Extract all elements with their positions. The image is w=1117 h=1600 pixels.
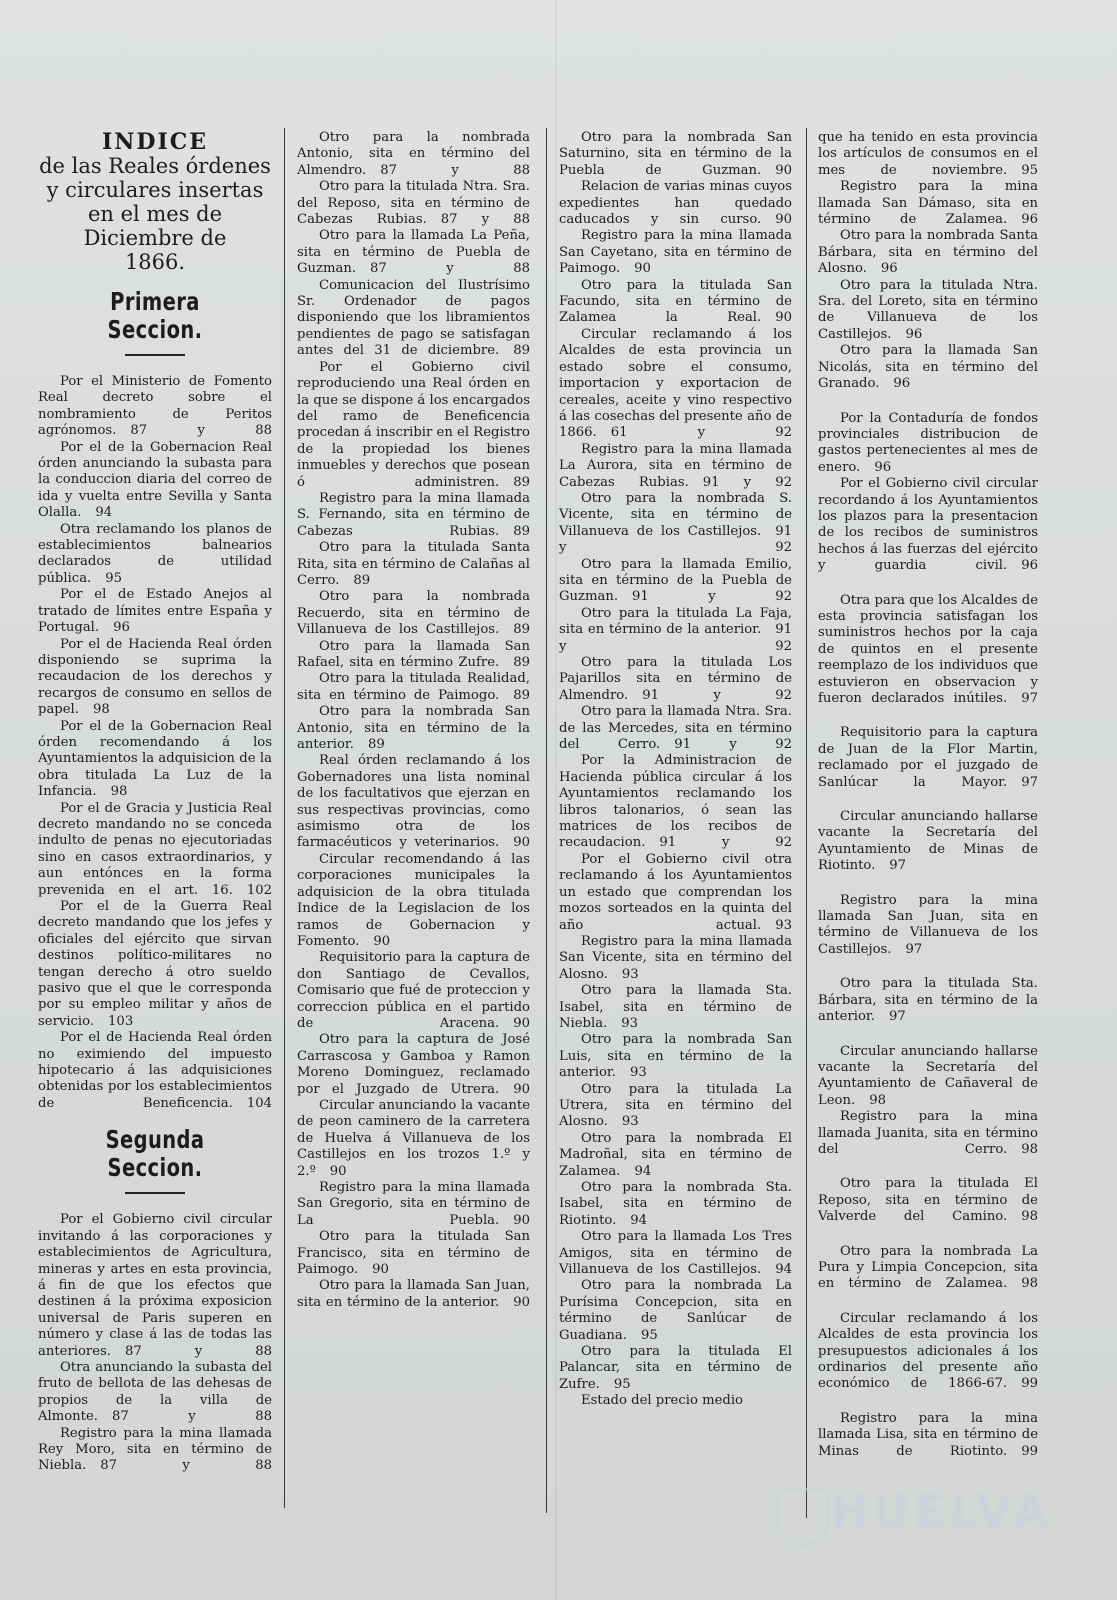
index-entry [297,130,530,179]
index-entry [297,1098,530,1180]
entry-page-number: 90 [513,1294,530,1310]
index-entry [559,1278,792,1344]
index-entry [38,440,272,522]
index-entry [559,934,792,983]
entry-page-number: 96 [880,261,898,277]
index-entry [559,1393,792,1409]
entry-text: Por el Gobierno civil circular invitando á las corporaciones y establecimientos de Agricultura, mineras y artes en esta provincia, á fin de que los efectos que destinen á la próxima exposicion universal de Paris superen en número y clase á las de todas las anteriores. [38,1212,272,1359]
entry-page-number: 102 [246,882,272,898]
entry-text: Registro para la mina llamada San Dámaso, sita en término de Zalamea. [818,179,1038,228]
entry-text: Otro para la titulada El Palancar, sita en término de Zufre. [559,1344,792,1392]
index-entry [297,589,530,638]
index-entry [297,278,530,360]
index-entry [818,278,1038,344]
index-entry [818,1411,1038,1460]
entry-page-number: 61 y 92 [610,425,792,441]
entry-page-number: 104 [246,1095,272,1111]
entry-page-number: 97 [889,858,907,874]
entry-text: Otro para la titulada La Faja, sita en término de la anterior. [559,605,792,638]
index-entry [38,522,272,588]
entry-page-number: 89 [353,572,371,588]
index-entry [559,606,792,655]
index-entry [559,704,792,753]
column-rule [806,128,807,1518]
entry-text: Relacion de varias minas cuyos expedientes han quedado caducados y sin curso. [559,179,792,228]
archive-watermark: HUELVA [830,1485,1053,1539]
index-entry [38,801,272,899]
column-2 [297,130,530,1311]
entry-page-number: 87 y 88 [380,162,530,178]
entry-page-number: 95 [613,1376,631,1392]
entry-page-number: 97 [905,941,923,957]
entry-text: Otro para la llamada Los Tres Amigos, sita en término de Villanueva de los Castillejos. [559,1229,792,1278]
entry-page-number: 87 y 88 [130,423,272,439]
entry-page-number: 89 [513,655,530,670]
entries-list-first [38,374,272,1112]
column-rule [284,128,285,1508]
entry-text: Otro para la llamada San Rafael, sita en término Zufre. [297,638,530,670]
entry-text: Otra para que los Alcaldes de esta provincia satisfagan los suministros hechos por la caja de quintos en el presente reemplazo de los individuos que estuvieron en observacion y fueron declarados inútiles. [818,592,1038,706]
entry-text: Otro para la nombrada Recuerdo, sita en término de Villanueva de los Castillejos. [297,589,530,638]
entry-page-number: 91 y 92 [632,589,792,605]
entry-text: Otro para la llamada San Juan, sita en término de la anterior. [297,1278,530,1310]
index-entry [818,130,1038,179]
index-title: INDICE [101,129,209,155]
entry-text: Circular recomendando á las corporaciones municipales la adquisicion de la obra titulada Indice de la Legislacion de los ramos de Gobernacion y Fomento. [297,851,530,949]
entry-page-number: 91 y 92 [559,622,792,654]
entry-text: Otro para la nombrada Santa Bárbara, sita en término del Alosno. [818,228,1038,277]
section-heading-first: Primera Seccion. [107,287,203,344]
entry-text: Otro para la titulada Sta. Bárbara, sita en término de la anterior. [818,976,1038,1025]
index-entry [559,1344,792,1393]
entry-page-number: 91 y 92 [702,474,792,490]
entry-text: Otro para la titulada San Facundo, sita en término de Zalamea la Real. [559,277,792,326]
index-entry [818,725,1038,791]
entry-page-number: 93 [629,1065,647,1081]
entry-page-number: 97 [1021,691,1038,706]
column-rule [546,128,547,1513]
index-year: 1866. [124,250,186,274]
entry-text: Estado del precio medio [581,1393,743,1409]
entry-page-number: 87 y 88 [111,1409,272,1425]
entry-text: Por la Contaduría de fondos provinciales distribucion de gastos pertenecientes al mes de enero. [818,410,1038,475]
entry-page-number: 89 [513,622,530,638]
index-entry [297,1229,530,1278]
entry-text: Por el Gobierno civil otra reclamando á los Ayuntamientos un estado que comprendan los mozos sorteados en la quinta del año actual. [559,851,792,933]
entry-page-number: 90 [329,1163,347,1179]
entries-list-second-c [559,130,792,1410]
entries-list-second-d [818,130,1038,1460]
index-entry [297,753,530,851]
entry-text: Otro para la titulada Los Pajarillos sita en término de Almendro. [559,655,792,703]
entry-page-number: 98 [1021,1276,1038,1292]
entry-page-number: 90 [634,261,651,277]
entry-page-number: 96 [905,326,923,342]
entry-page-number: 99 [1021,1443,1038,1459]
index-entry [818,1044,1038,1110]
index-entry [818,809,1038,875]
index-entry [818,893,1038,959]
index-entry [559,655,792,704]
index-entry [297,360,530,491]
entry-text: Real órden reclamando á los Gobernadores una lista nominal de los facultativos que ejerzan en sus respectivas provincias, como asimismo otra de los farmacéuticos y veterinarios. [297,753,530,851]
entry-page-number: 91 y 92 [659,835,792,851]
entry-page-number: 91 y 92 [559,523,792,556]
entry-text: que ha tenido en esta provincia los artículos de consumos en el mes de noviembre. [818,130,1038,178]
entry-text: Otro para la llamada Ntra. Sra. de las Mercedes, sita en término del Cerro. [559,704,792,753]
index-entry [559,327,792,442]
entry-text: Otro para la titulada El Reposo, sita en término de Valverde del Camino. [818,1176,1038,1225]
entry-page-number: 87 y 88 [100,1458,272,1474]
entry-text: Registro para la mina llamada San Juan, sita en término de Villanueva de los Castillejos. [818,892,1038,957]
entry-page-number: 98 [869,1092,886,1108]
entry-page-number: 87 y 88 [370,261,530,277]
entry-text: Por el de Gracia y Justicia Real decreto mandando no se conceda indulto de penas no ejecutoriadas sino en casos extraordinarios, y aun entónces en la forma prevenida en el art. 16. [38,800,272,898]
entry-text: Otro para la llamada San Nicolás, sita en término del Granado. [818,343,1038,392]
entry-page-number: 93 [775,917,792,933]
entry-text: Registro para la mina llamada San Vicente, sita en término del Alosno. [559,933,792,982]
index-entry [38,1212,272,1360]
entry-text: Circular reclamando á los Alcaldes de esta provincia los presupuestos adicionales á los ordinarios del presente año económico de 1866-67. [818,1310,1038,1392]
entry-text: Otro para la titulada Santa Rita, sita en término de Calañas al Cerro. [297,540,530,588]
entry-page-number: 95 [640,1327,658,1343]
entry-text: Comunicacion del Ilustrísimo Sr. Ordenador de pagos disponiendo que los libramientos pendientes de pago se satisfagan antes del 31 de diciembre. [297,277,530,359]
index-entry [559,557,792,606]
entry-text: Otro para la llamada La Peña, sita en término de Puebla de Guzman. [297,228,530,277]
page-fold [555,0,557,1600]
entry-page-number: 90 [775,310,792,326]
entry-page-number: 97 [1021,774,1038,790]
entry-page-number: 87 y 88 [440,212,530,228]
index-entry [559,278,792,327]
entry-text: Otro para la titulada La Utrera, sita en término del Alosno. [559,1081,792,1130]
entry-page-number: 96 [1021,558,1038,574]
index-entry [559,130,792,179]
entry-page-number: 90 [513,1081,530,1097]
entry-page-number: 89 [367,737,385,753]
index-entry [38,899,272,1030]
section-heading-second: Segunda Seccion. [105,1125,205,1183]
entry-text: Registro para la mina llamada San Gregorio, sita en término de La Puebla. [297,1180,530,1228]
index-entry [818,179,1038,228]
index-entry [818,1244,1038,1293]
archive-seal-icon [775,1488,829,1546]
entry-text: Registro para la mina llamada Juanita, sita en término del Cerro. [818,1109,1038,1157]
index-entry [818,228,1038,277]
index-entry [818,1176,1038,1225]
entry-text: Circular anunciando la vacante de peon caminero de la carretera de Huelva á Villanueva de los Castillejos en los trozos 1.º y 2.º [297,1097,530,1179]
index-entry [559,1032,792,1081]
entry-text: Otra anunciando la subasta del fruto de bellota de las dehesas de propios de la villa de Almonte. [38,1359,272,1425]
entry-text: Otro para la nombrada San Saturnino, sita en término de la Puebla de Guzman. [559,130,792,178]
entry-page-number: 99 [1021,1376,1038,1392]
entry-text: Circular anunciando hallarse vacante la Secretaría del Ayuntamiento de Minas de Riotinto. [818,809,1038,874]
index-entry [559,983,792,1032]
index-entry [818,476,1038,574]
entry-text: Por el Gobierno civil circular recordando á los Ayuntamientos los plazos para la presentacion de los recibos de suministros hechos á las fuerzas del ejército y guardia civil. [818,476,1038,574]
entry-page-number: 96 [893,376,911,392]
entry-page-number: 90 [513,1015,530,1031]
index-entry [297,1032,530,1098]
entry-text: Otro para la llamada Sta. Isabel, sita en término de Niebla. [559,983,792,1031]
entry-page-number: 94 [630,1212,648,1228]
entry-text: Otro para la captura de José Carrascosa y Gamboa y Ramon Moreno Dominguez, reclamado por el Juzgado de Utrera. [297,1032,530,1097]
entry-text: Otro para la nombrada Sta. Isabel, sita en término de Riotinto. [559,1180,792,1228]
index-entry [818,343,1038,392]
entry-page-number: 98 [1021,1141,1038,1157]
section-rule [125,1192,185,1194]
section-rule [125,354,185,356]
index-entry [297,639,530,672]
entry-page-number: 89 [513,343,530,359]
entry-page-number: 93 [621,1114,639,1130]
entry-page-number: 96 [1021,212,1038,228]
entry-page-number: 98 [110,784,128,800]
entry-text: Circular reclamando á los Alcaldes de esta provincia un estado sobre el consumo, importacion y exportacion de cereales, aceite y vino respectivo á las cosechas del presente año de 1866. [559,326,792,441]
entry-text: Por el de la Gobernacion Real órden anunciando la subasta para la conduccion diaria del correo de ida y vuelta entre Sevilla y Santa Olalla. [38,439,272,521]
index-entry [559,1180,792,1229]
index-entry [559,228,792,277]
entry-text: Por el Ministerio de Fomento Real decreto sobre el nombramiento de Peritos agrónomos. [38,374,272,439]
entry-page-number: 94 [95,505,113,521]
index-entry [818,976,1038,1025]
entry-page-number: 95 [1021,162,1038,178]
index-entry [559,442,792,491]
entry-text: Otro para la nombrada S. Vicente, sita en término de Villanueva de los Castillejos. [559,490,792,539]
entry-text: Por el de Estado Anejos al tratado de límites entre España y Portugal. [38,587,272,636]
entry-page-number: 89 [513,687,530,703]
entry-text: Otro para la nombrada Antonio, sita en término del Almendro. [297,130,530,178]
index-entry [559,852,792,934]
index-subtitle: de las Reales órdenes y circulares insertas en el mes de Diciembre de [39,154,271,250]
index-entry [297,1180,530,1229]
entry-page-number: 96 [113,620,130,636]
index-entry [297,1278,530,1311]
index-entry [559,491,792,557]
entry-text: Otro para la titulada Realidad, sita en término de Paimogo. [297,671,530,703]
entry-text: Requisitorio para la captura de don Santiago de Cevallos, Comisario que fué de proteccion y correccion pública en el partido de Aracena. [297,950,530,1031]
entry-text: Otro para la llamada Emilio, sita en término de la Puebla de Guzman. [559,556,792,605]
entry-page-number: 103 [108,1013,134,1029]
entry-page-number: 91 y 92 [674,737,792,753]
index-entry [559,1131,792,1180]
entry-text: Por el de la Guerra Real decreto mandando que los jefes y oficiales del ejército que sirvan destinos político-militares no tengan derecho á otro sueldo pasivo que el que le corresponda por su empleo militar y años de servicio. [38,899,272,1029]
index-entry [818,593,1038,708]
entry-page-number: 90 [775,162,792,178]
index-entry [297,704,530,753]
index-entry [559,1082,792,1131]
entry-page-number: 90 [513,1212,530,1228]
entry-text: Otro para la nombrada San Luis, sita en término de la anterior. [559,1032,792,1081]
index-entry [38,587,272,636]
index-entry [297,491,530,540]
entries-list-second-a [38,1212,272,1475]
entry-page-number: 98 [1021,1209,1038,1225]
entry-page-number: 93 [621,966,639,982]
entry-text: Por la Administracion de Hacienda pública circular á los Ayuntamientos reclamando los libros talonarios, ó sean las matrices de los recibos de recaudacion. [559,753,792,851]
entry-page-number: 87 y 88 [125,1343,272,1359]
index-entry [38,719,272,801]
entry-text: Por el de Hacienda Real órden disponiendo se suprima la recaudacion de los derechos y recargos de consumo en sellos de papel. [38,636,272,718]
index-entry [818,1311,1038,1393]
index-entry [38,374,272,440]
index-entry [297,540,530,589]
index-entry [818,1109,1038,1158]
entries-list-second-b [297,130,530,1311]
entry-page-number: 93 [621,1015,639,1031]
entry-text: Otro para la nombrada El Madroñal, sita en término de Zalamea. [559,1130,792,1179]
entry-page-number: 96 [874,459,892,475]
entry-text: Registro para la mina llamada S. Fernando, sita en término de Cabezas Rubias. [297,490,530,539]
index-entry [559,1229,792,1278]
entry-page-number: 98 [92,702,110,718]
index-entry [297,852,530,950]
index-entry [38,1426,272,1475]
entry-page-number: 97 [888,1009,906,1025]
entry-page-number: 90 [373,933,391,949]
entry-page-number: 90 [775,212,792,228]
entry-text: Registro para la mina llamada Rey Moro, sita en término de Niebla. [38,1425,272,1474]
entry-text: Registro para la mina llamada San Cayetano, sita en término de Paimogo. [559,228,792,277]
entry-page-number: 89 [513,474,530,490]
index-entry [297,950,530,1032]
index-entry [297,179,530,228]
column-4 [818,130,1038,1460]
entry-text: Otra reclamando los planos de establecimientos balnearios declarados de utilidad pública. [38,521,272,586]
entry-text: Registro para la mina llamada La Aurora, sita en término de Cabezas Rubias. [559,441,792,490]
entry-text: Otro para la nombrada La Pura y Limpia Concepcion, sita en término de Zalamea. [818,1243,1038,1292]
entry-page-number: 90 [372,1262,389,1278]
entry-text: Otro para la nombrada San Antonio, sita en término de la anterior. [297,704,530,753]
entry-page-number: 90 [513,835,530,851]
index-entry [38,1360,272,1426]
entry-page-number: 89 [513,523,530,539]
entry-text: Otro para la titulada Ntra. Sra. del Loreto, sita en término de Villanueva de los Castillejos. [818,277,1038,342]
entry-text: Por el de Hacienda Real órden no eximiendo del impuesto hipotecario á las adquisiciones obtenidas por los establecimientos de Beneficencia. [38,1030,272,1111]
index-entry [38,637,272,719]
entry-page-number: 94 [634,1163,652,1179]
column-1 [38,130,272,1475]
index-entry [297,228,530,277]
entry-text: Otro para la titulada Ntra. Sra. del Reposo, sita en término de Cabezas Rubias. [297,179,530,228]
entry-page-number: 94 [775,1262,792,1278]
entry-text: Otro para la titulada San Francisco, sita en término de Paimogo. [297,1229,530,1278]
entry-text: Por el Gobierno civil reproduciendo una Real órden en la que se dispone á los encargados del ramo de Beneficencia procedan á inscribir en el Registro de la propiedad los bienes inmuebles y derechos que posean ó administren. [297,359,530,490]
index-entry [38,1030,272,1112]
entry-page-number: 91 y 92 [642,687,792,703]
entry-text: Otro para la nombrada La Purísima Concepcion, sita en término de Sanlúcar de Guadiana. [559,1278,792,1343]
entry-page-number: 95 [105,570,123,586]
column-3 [559,130,792,1410]
entry-text: Registro para la mina llamada Lisa, sita en término de Minas de Riotinto. [818,1410,1038,1459]
index-entry [297,671,530,704]
index-entry [559,179,792,228]
entry-text: Circular anunciando hallarse vacante la Secretaría del Ayuntamiento de Cañaveral de Leon. [818,1043,1038,1108]
entry-text: Por el de la Gobernacion Real órden recomendando á los Ayuntamientos la adquisicion de la obra titulada La Luz de la Infancia. [38,718,272,800]
entry-text: Requisitorio para la captura de Juan de la Flor Martin, reclamado por el juzgado de Sanlúcar la Mayor. [818,725,1038,790]
index-entry [559,753,792,851]
index-entry [818,411,1038,477]
